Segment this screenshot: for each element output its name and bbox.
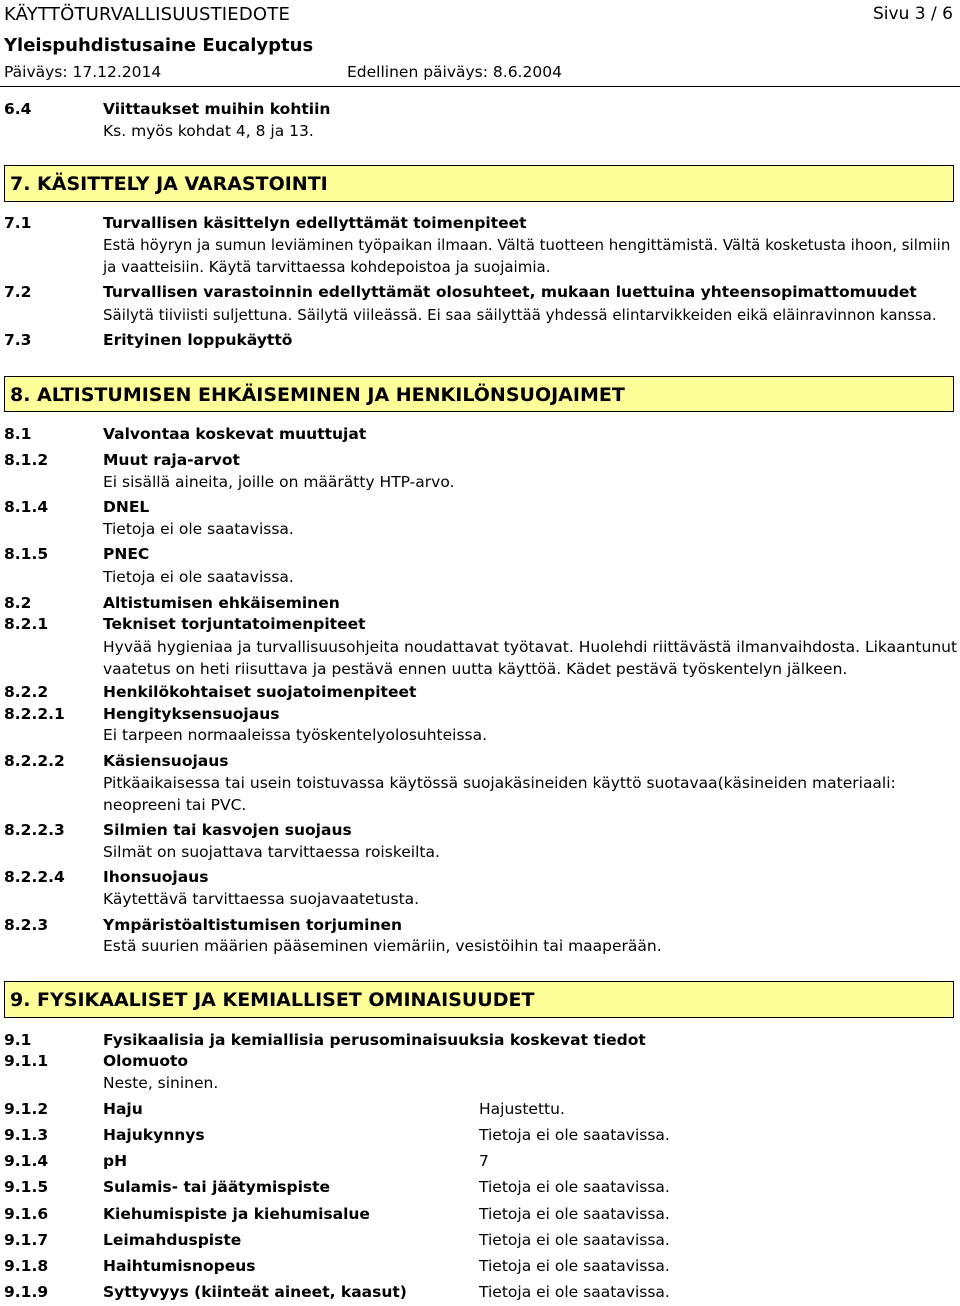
property-value: Tietoja ei ole saatavissa. <box>479 1257 670 1275</box>
section-number: 8.2.2.4 <box>4 868 65 886</box>
section-number: 8.2.2.1 <box>4 705 65 723</box>
section-number: 7.2 <box>4 283 32 301</box>
header-divider <box>0 86 960 87</box>
section-number: 8.2.2.3 <box>4 821 65 839</box>
section-number: 7.3 <box>4 331 32 349</box>
section-number: 8.2.2.2 <box>4 752 65 770</box>
section-number: 8.1.4 <box>4 498 49 516</box>
section-text: Käytettävä tarvittaessa suojavaatetusta. <box>103 890 420 908</box>
property-value: Tietoja ei ole saatavissa. <box>479 1231 670 1249</box>
section-title: Fysikaalisia ja kemiallisia perusominaisuuksia koskevat tiedot <box>103 1031 646 1049</box>
property-label: Sulamis- tai jäätymispiste <box>103 1178 331 1196</box>
section-title: Muut raja-arvot <box>103 451 240 469</box>
section-title: Turvallisen varastoinnin edellyttämät olosuhteet, mukaan luettuina yhteensopimattomuudet <box>103 283 917 301</box>
section-text: Ks. myös kohdat 4, 8 ja 13. <box>103 122 314 140</box>
section-7-banner: 7. KÄSITTELY JA VARASTOINTI <box>4 165 954 202</box>
property-number: 9.1.8 <box>4 1257 49 1275</box>
section-text: Neste, sininen. <box>103 1074 219 1092</box>
property-value: Tietoja ei ole saatavissa. <box>479 1205 670 1223</box>
section-number: 7.1 <box>4 214 32 232</box>
section-title: Ihonsuojaus <box>103 868 209 886</box>
section-text: Estä suurien määrien pääseminen viemäriin, vesistöihin tai maaperään. <box>103 937 662 955</box>
property-label: pH <box>103 1152 128 1170</box>
section-title: Tekniset torjuntatoimenpiteet <box>103 615 366 633</box>
page-indicator <box>873 4 953 24</box>
section-title: Viittaukset muihin kohtiin <box>103 100 331 118</box>
property-value: 7 <box>479 1152 489 1170</box>
section-title: Turvallisen käsittelyn edellyttämät toimenpiteet <box>103 214 527 232</box>
section-number: 6.4 <box>4 100 32 118</box>
property-label: Kiehumispiste ja kiehumisalue <box>103 1205 370 1223</box>
section-8-banner: 8. ALTISTUMISEN EHKÄISEMINEN JA HENKILÖNSUOJAIMET <box>4 376 954 412</box>
property-label: Haihtumisnopeus <box>103 1257 256 1275</box>
property-label: Haju <box>103 1100 143 1118</box>
section-title: DNEL <box>103 498 150 516</box>
section-title: Olomuoto <box>103 1052 189 1070</box>
section-number: 9.1 <box>4 1031 32 1049</box>
section-title: Silmien tai kasvojen suojaus <box>103 821 352 839</box>
section-text: Silmät on suojattava tarvittaessa roiskeilta. <box>103 843 440 861</box>
section-text: Säilytä tiiviisti suljettuna. Säilytä viileässä. Ei saa säilyttää yhdessä elintarvikkeiden eikä eläinravinnon kanssa. <box>103 306 937 324</box>
section-number: 8.2.1 <box>4 615 49 633</box>
property-value: Hajustettu. <box>479 1100 565 1118</box>
section-9-banner: 9. FYSIKAALISET JA KEMIALLISET OMINAISUUDET <box>4 981 954 1018</box>
page-number: 3 / 6 <box>914 4 953 24</box>
property-number: 9.1.3 <box>4 1126 49 1144</box>
property-value: Tietoja ei ole saatavissa. <box>479 1283 670 1301</box>
section-title: Hengityksensuojaus <box>103 705 280 723</box>
section-text: Estä höyryn ja sumun leviäminen työpaikan ilmaan. Vältä tuotteen hengittämistä. Vältä kosketusta ihoon, silmiin ja vaatteisiin. Käytä tarvittaessa kohdepoistoa ja suojaimia. <box>103 236 951 276</box>
property-number: 9.1.6 <box>4 1205 49 1223</box>
section-number: 8.2.2 <box>4 683 49 701</box>
property-number: 9.1.2 <box>4 1100 49 1118</box>
property-number: 9.1.5 <box>4 1178 49 1196</box>
section-number: 8.2 <box>4 594 32 612</box>
product-name: Yleispuhdistusaine Eucalyptus <box>4 35 314 56</box>
property-value: Tietoja ei ole saatavissa. <box>479 1178 670 1196</box>
section-title: Altistumisen ehkäiseminen <box>103 594 340 612</box>
section-title: Ympäristöaltistumisen torjuminen <box>103 916 403 934</box>
section-title: Käsiensuojaus <box>103 752 229 770</box>
property-number: 9.1.4 <box>4 1152 49 1170</box>
property-value: Tietoja ei ole saatavissa. <box>479 1126 670 1144</box>
document-title: KÄYTTÖTURVALLISUUSTIEDOTE <box>4 4 291 25</box>
section-number: 8.1.2 <box>4 451 49 469</box>
section-text: Tietoja ei ole saatavissa. <box>103 568 294 586</box>
previous-date: Edellinen päiväys: 8.6.2004 <box>347 63 562 81</box>
section-number: 8.2.3 <box>4 916 49 934</box>
property-number: 9.1.7 <box>4 1231 49 1249</box>
section-text: Tietoja ei ole saatavissa. <box>103 520 294 538</box>
property-label: Syttyvyys (kiinteät aineet, kaasut) <box>103 1283 407 1301</box>
section-title: Henkilökohtaiset suojatoimenpiteet <box>103 683 417 701</box>
section-number: 9.1.1 <box>4 1052 49 1070</box>
section-text: Pitkäaikaisessa tai usein toistuvassa käytössä suojakäsineiden käyttö suotavaa(käsineiden materiaali: neopreeni tai PVC. <box>103 774 896 814</box>
property-label: Leimahduspiste <box>103 1231 242 1249</box>
issue-date: Päiväys: 17.12.2014 <box>4 63 162 81</box>
section-title: Valvontaa koskevat muuttujat <box>103 425 367 443</box>
section-title: Erityinen loppukäyttö <box>103 331 293 349</box>
section-text: Hyvää hygieniaa ja turvallisuusohjeita noudattavat työtavat. Huolehdi riittävästä ilmanvaihdosta. Likaantunut vaatetus on heti riisuttava ja pestävä ennen uutta käyttöä. Kädet pestävä työskentelyn jälkeen. <box>103 638 958 678</box>
property-label: Hajukynnys <box>103 1126 205 1144</box>
section-number: 8.1.5 <box>4 545 49 563</box>
property-number: 9.1.9 <box>4 1283 49 1301</box>
section-title: PNEC <box>103 545 150 563</box>
section-number: 8.1 <box>4 425 32 443</box>
section-text: Ei sisällä aineita, joille on määrätty HTP-arvo. <box>103 473 455 491</box>
page-label: Sivu <box>873 4 910 24</box>
section-text: Ei tarpeen normaaleissa työskentelyolosuhteissa. <box>103 726 488 744</box>
